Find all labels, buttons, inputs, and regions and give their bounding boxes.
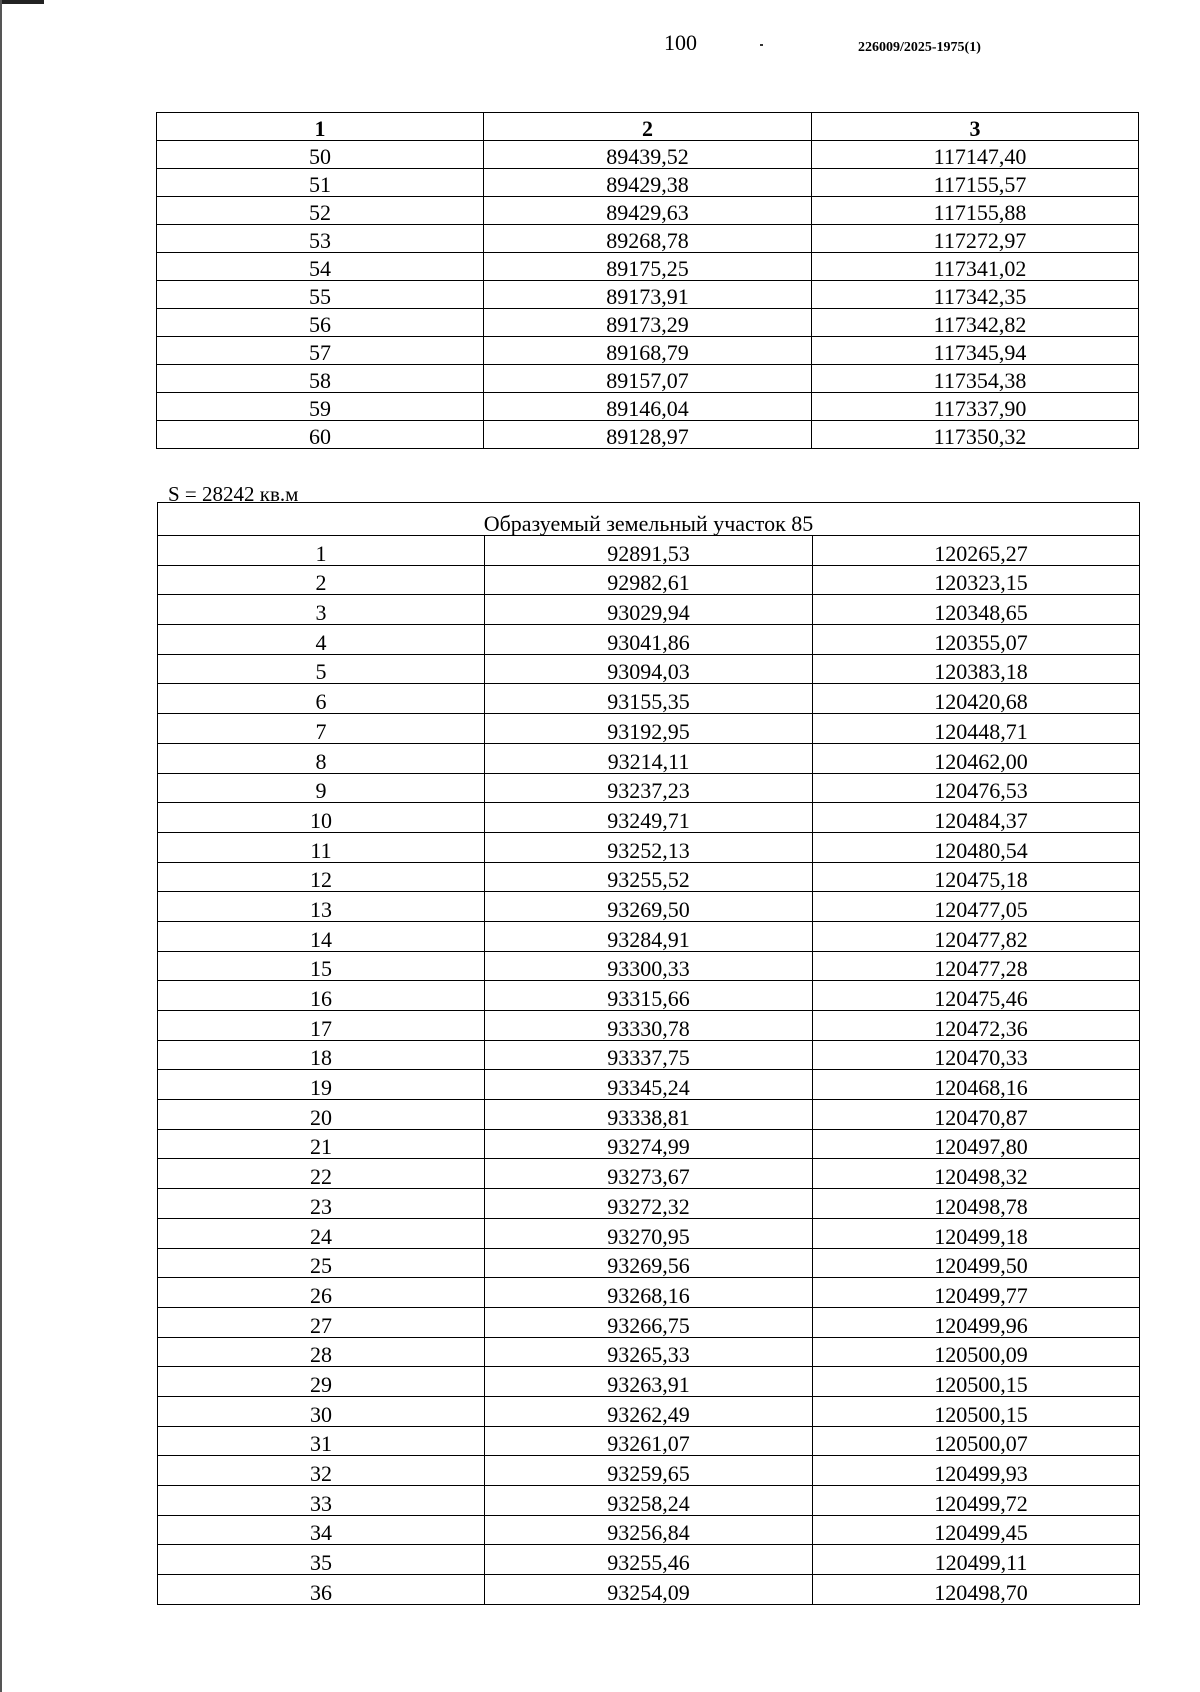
table-row: [157, 421, 1139, 449]
scan-speck: [760, 44, 763, 46]
x-coordinate-cell: 93237,23: [485, 773, 813, 803]
table-row: [158, 743, 1140, 773]
y-coordinate-cell: 120499,18: [813, 1218, 1140, 1248]
point-number-cell: 6: [158, 684, 485, 714]
point-number-cell: 29: [158, 1367, 485, 1397]
table-row: [158, 773, 1140, 803]
x-coordinate-cell: 93265,33: [485, 1337, 813, 1367]
table-row: [158, 1545, 1140, 1575]
point-number-cell: 11: [158, 832, 485, 862]
y-coordinate-cell: 120499,77: [813, 1278, 1140, 1308]
scan-artifact: [0, 0, 44, 4]
table-header-row: [157, 113, 1139, 141]
y-coordinate-cell: 117272,97: [812, 225, 1139, 253]
table-row: [158, 1218, 1140, 1248]
y-coordinate-cell: 120477,05: [813, 892, 1140, 922]
point-number-cell: 18: [158, 1040, 485, 1070]
table-row: [158, 1189, 1140, 1219]
point-number-cell: 3: [158, 595, 485, 625]
point-number-cell: 16: [158, 981, 485, 1011]
column-header-point: 1: [157, 113, 484, 141]
table-row: [158, 565, 1140, 595]
x-coordinate-cell: 93214,11: [485, 743, 813, 773]
point-number-cell: 19: [158, 1070, 485, 1100]
x-coordinate-cell: 93041,86: [485, 625, 813, 655]
point-number-cell: 5: [158, 654, 485, 684]
x-coordinate-cell: 93255,46: [485, 1545, 813, 1575]
point-number-cell: 60: [157, 421, 484, 449]
y-coordinate-cell: 120499,72: [813, 1486, 1140, 1516]
coordinates-table-continued: [156, 112, 1139, 449]
y-coordinate-cell: 120383,18: [813, 654, 1140, 684]
y-coordinate-cell: 120500,09: [813, 1337, 1140, 1367]
x-coordinate-cell: 89429,38: [484, 169, 812, 197]
y-coordinate-cell: 120499,93: [813, 1456, 1140, 1486]
x-coordinate-cell: 92982,61: [485, 565, 813, 595]
table-row: [157, 197, 1139, 225]
y-coordinate-cell: 120498,78: [813, 1189, 1140, 1219]
table-row: [158, 1307, 1140, 1337]
point-number-cell: 36: [158, 1575, 485, 1605]
point-number-cell: 31: [158, 1426, 485, 1456]
x-coordinate-cell: 93330,78: [485, 1011, 813, 1041]
x-coordinate-cell: 93270,95: [485, 1218, 813, 1248]
table-row: [158, 1367, 1140, 1397]
y-coordinate-cell: 117342,35: [812, 281, 1139, 309]
table-row: [158, 1159, 1140, 1189]
point-number-cell: 17: [158, 1011, 485, 1041]
y-coordinate-cell: 120476,53: [813, 773, 1140, 803]
table-row: [158, 1100, 1140, 1130]
x-coordinate-cell: 93266,75: [485, 1307, 813, 1337]
y-coordinate-cell: 120477,28: [813, 951, 1140, 981]
table-row: [158, 1426, 1140, 1456]
point-number-cell: 35: [158, 1545, 485, 1575]
table-body: [157, 141, 1139, 449]
point-number-cell: 57: [157, 337, 484, 365]
y-coordinate-cell: 117350,32: [812, 421, 1139, 449]
point-number-cell: 30: [158, 1396, 485, 1426]
table-row: [158, 1248, 1140, 1278]
y-coordinate-cell: 120477,82: [813, 921, 1140, 951]
table-row: [158, 862, 1140, 892]
table-row: [157, 169, 1139, 197]
table-row: [158, 595, 1140, 625]
y-coordinate-cell: 120500,15: [813, 1367, 1140, 1397]
table-row: [158, 1129, 1140, 1159]
y-coordinate-cell: 120497,80: [813, 1129, 1140, 1159]
point-number-cell: 52: [157, 197, 484, 225]
point-number-cell: 24: [158, 1218, 485, 1248]
plot-85-coordinates-table: [157, 502, 1140, 1605]
table-row: [157, 365, 1139, 393]
y-coordinate-cell: 120470,33: [813, 1040, 1140, 1070]
y-coordinate-cell: 120323,15: [813, 565, 1140, 595]
x-coordinate-cell: 89157,07: [484, 365, 812, 393]
x-coordinate-cell: 93252,13: [485, 832, 813, 862]
table-row: [157, 393, 1139, 421]
table-row: [158, 921, 1140, 951]
table-row: [158, 536, 1140, 566]
point-number-cell: 25: [158, 1248, 485, 1278]
x-coordinate-cell: 89173,29: [484, 309, 812, 337]
x-coordinate-cell: 93269,56: [485, 1248, 813, 1278]
y-coordinate-cell: 117155,88: [812, 197, 1139, 225]
point-number-cell: 50: [157, 141, 484, 169]
table-row: [158, 625, 1140, 655]
y-coordinate-cell: 120448,71: [813, 714, 1140, 744]
point-number-cell: 1: [158, 536, 485, 566]
point-number-cell: 34: [158, 1515, 485, 1545]
x-coordinate-cell: 93269,50: [485, 892, 813, 922]
table-row: [157, 281, 1139, 309]
y-coordinate-cell: 120498,70: [813, 1575, 1140, 1605]
x-coordinate-cell: 93256,84: [485, 1515, 813, 1545]
x-coordinate-cell: 93274,99: [485, 1129, 813, 1159]
table-row: [158, 1575, 1140, 1605]
column-header-y: 3: [812, 113, 1139, 141]
point-number-cell: 54: [157, 253, 484, 281]
point-number-cell: 53: [157, 225, 484, 253]
point-number-cell: 12: [158, 862, 485, 892]
point-number-cell: 8: [158, 743, 485, 773]
y-coordinate-cell: 120480,54: [813, 832, 1140, 862]
y-coordinate-cell: 117354,38: [812, 365, 1139, 393]
x-coordinate-cell: 93337,75: [485, 1040, 813, 1070]
y-coordinate-cell: 120472,36: [813, 1011, 1140, 1041]
point-number-cell: 14: [158, 921, 485, 951]
y-coordinate-cell: 120499,96: [813, 1307, 1140, 1337]
point-number-cell: 23: [158, 1189, 485, 1219]
x-coordinate-cell: 93272,32: [485, 1189, 813, 1219]
y-coordinate-cell: 120499,45: [813, 1515, 1140, 1545]
y-coordinate-cell: 120462,00: [813, 743, 1140, 773]
table-row: [158, 1011, 1140, 1041]
x-coordinate-cell: 93284,91: [485, 921, 813, 951]
area-note: S = 28242 кв.м: [168, 482, 299, 506]
point-number-cell: 33: [158, 1486, 485, 1516]
y-coordinate-cell: 120475,46: [813, 981, 1140, 1011]
y-coordinate-cell: 120468,16: [813, 1070, 1140, 1100]
y-coordinate-cell: 120500,15: [813, 1396, 1140, 1426]
y-coordinate-cell: 120470,87: [813, 1100, 1140, 1130]
y-coordinate-cell: 120265,27: [813, 536, 1140, 566]
table-row: [158, 1278, 1140, 1308]
x-coordinate-cell: 92891,53: [485, 536, 813, 566]
point-number-cell: 26: [158, 1278, 485, 1308]
table-row: [158, 1396, 1140, 1426]
y-coordinate-cell: 117342,82: [812, 309, 1139, 337]
x-coordinate-cell: 93345,24: [485, 1070, 813, 1100]
point-number-cell: 55: [157, 281, 484, 309]
table-row: [158, 1040, 1140, 1070]
y-coordinate-cell: 120500,07: [813, 1426, 1140, 1456]
point-number-cell: 28: [158, 1337, 485, 1367]
y-coordinate-cell: 120498,32: [813, 1159, 1140, 1189]
table-row: [158, 1070, 1140, 1100]
table-row: [158, 892, 1140, 922]
point-number-cell: 56: [157, 309, 484, 337]
point-number-cell: 9: [158, 773, 485, 803]
table-row: [158, 981, 1140, 1011]
x-coordinate-cell: 93268,16: [485, 1278, 813, 1308]
table-row: [158, 1515, 1140, 1545]
x-coordinate-cell: 89439,52: [484, 141, 812, 169]
table-row: [157, 337, 1139, 365]
table-row: [158, 684, 1140, 714]
x-coordinate-cell: 89175,25: [484, 253, 812, 281]
x-coordinate-cell: 93254,09: [485, 1575, 813, 1605]
x-coordinate-cell: 93155,35: [485, 684, 813, 714]
point-number-cell: 51: [157, 169, 484, 197]
table-row: [157, 309, 1139, 337]
x-coordinate-cell: 89268,78: [484, 225, 812, 253]
y-coordinate-cell: 120499,11: [813, 1545, 1140, 1575]
page-number: 100: [664, 30, 697, 55]
point-number-cell: 13: [158, 892, 485, 922]
table-row: [158, 654, 1140, 684]
point-number-cell: 7: [158, 714, 485, 744]
x-coordinate-cell: 93249,71: [485, 803, 813, 833]
y-coordinate-cell: 120420,68: [813, 684, 1140, 714]
table-row: [158, 714, 1140, 744]
x-coordinate-cell: 93258,24: [485, 1486, 813, 1516]
point-number-cell: 32: [158, 1456, 485, 1486]
y-coordinate-cell: 117155,57: [812, 169, 1139, 197]
section-title: Образуемый земельный участок 85: [158, 503, 1140, 536]
y-coordinate-cell: 120355,07: [813, 625, 1140, 655]
table-row: [158, 832, 1140, 862]
table-row: [157, 225, 1139, 253]
x-coordinate-cell: 93192,95: [485, 714, 813, 744]
section-title-row: [158, 503, 1140, 536]
table-row: [158, 1486, 1140, 1516]
x-coordinate-cell: 93263,91: [485, 1367, 813, 1397]
point-number-cell: 10: [158, 803, 485, 833]
x-coordinate-cell: 89168,79: [484, 337, 812, 365]
table-row: [158, 1456, 1140, 1486]
y-coordinate-cell: 120499,50: [813, 1248, 1140, 1278]
x-coordinate-cell: 89146,04: [484, 393, 812, 421]
y-coordinate-cell: 120484,37: [813, 803, 1140, 833]
point-number-cell: 2: [158, 565, 485, 595]
y-coordinate-cell: 117147,40: [812, 141, 1139, 169]
point-number-cell: 59: [157, 393, 484, 421]
x-coordinate-cell: 93255,52: [485, 862, 813, 892]
y-coordinate-cell: 120475,18: [813, 862, 1140, 892]
point-number-cell: 15: [158, 951, 485, 981]
scan-edge: [0, 0, 2, 1692]
point-number-cell: 4: [158, 625, 485, 655]
x-coordinate-cell: 93338,81: [485, 1100, 813, 1130]
point-number-cell: 58: [157, 365, 484, 393]
x-coordinate-cell: 93273,67: [485, 1159, 813, 1189]
point-number-cell: 27: [158, 1307, 485, 1337]
x-coordinate-cell: 89128,97: [484, 421, 812, 449]
document-code: 226009/2025-1975(1): [858, 40, 981, 55]
table-row: [157, 253, 1139, 281]
point-number-cell: 20: [158, 1100, 485, 1130]
x-coordinate-cell: 93029,94: [485, 595, 813, 625]
table-body: [158, 503, 1140, 1605]
table-row: [158, 951, 1140, 981]
x-coordinate-cell: 93300,33: [485, 951, 813, 981]
y-coordinate-cell: 120348,65: [813, 595, 1140, 625]
x-coordinate-cell: 89429,63: [484, 197, 812, 225]
y-coordinate-cell: 117341,02: [812, 253, 1139, 281]
x-coordinate-cell: 93262,49: [485, 1396, 813, 1426]
column-header-x: 2: [484, 113, 812, 141]
table-row: [158, 1337, 1140, 1367]
x-coordinate-cell: 93259,65: [485, 1456, 813, 1486]
y-coordinate-cell: 117345,94: [812, 337, 1139, 365]
table-row: [157, 141, 1139, 169]
x-coordinate-cell: 89173,91: [484, 281, 812, 309]
point-number-cell: 21: [158, 1129, 485, 1159]
point-number-cell: 22: [158, 1159, 485, 1189]
y-coordinate-cell: 117337,90: [812, 393, 1139, 421]
x-coordinate-cell: 93261,07: [485, 1426, 813, 1456]
x-coordinate-cell: 93094,03: [485, 654, 813, 684]
x-coordinate-cell: 93315,66: [485, 981, 813, 1011]
table-row: [158, 803, 1140, 833]
